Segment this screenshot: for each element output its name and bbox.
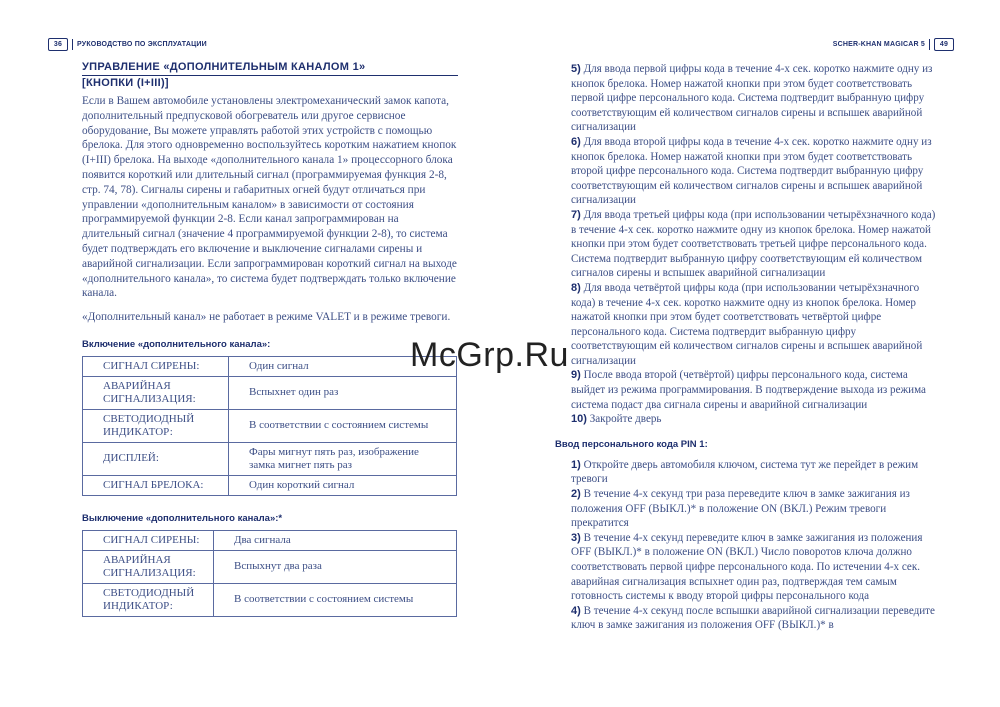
step-item: 6) Для ввода второй цифры кода в течение 4-х сек. коротко нажмите одну из кнопок брелока. Номер нажатой кнопки при этом будет соответствовать второй цифре персонального кода. Система подтвердит выбранную цифру соответствующим ей количеством сигналов сирены и вспышек аварийной сигнализации (571, 135, 932, 207)
on-table (82, 356, 457, 496)
step-item: 4) В течение 4-х секунд после вспышки аварийной сигнализации переведите ключ в замке зажигания из положения OFF (ВЫКЛ.)* в (571, 604, 935, 632)
step-item: 9) После ввода второй (четвёртой) цифры персонального кода, система выйдет из режима программирования. В подтверждение выхода из режима система подаст два сигнала сирены и аварийной сигнализации (571, 369, 926, 411)
table-value: В соответствии с состоянием системы (214, 583, 457, 616)
step-item: 5) Для ввода первой цифры кода в течение 4-х сек. коротко нажмите одну из кнопок брелока. Номер нажатой кнопки при этом будет соответствовать первой цифре персонального кода. Система подтвердит выбранную цифру соответствующим ей количеством сигналов сирены и вспышек аварийной сигнализации (571, 63, 933, 134)
table-key: АВАРИЙНАЯ СИГНАЛИЗАЦИЯ: (83, 550, 214, 583)
step-item: 8) Для ввода четвёртой цифры кода (при использовании четырёхзначного кода) в течение 4-х сек. коротко нажмите одну из кнопок брелока. Номер нажатой кнопки при этом будет соответствовать четвёртой цифре персонального кода. Система подтвердит выбранную цифру соответствующим ей количеством сигналов сирены и вспышек аварийной сигнализации (571, 281, 923, 367)
table-value: Вспыхнет один раз (229, 376, 457, 409)
note-paragraph: «Дополнительный канал» не работает в режиме VALET и в режиме тревоги. (82, 311, 451, 324)
table-key: СВЕТОДИОДНЫЙ ИНДИКАТОР: (83, 583, 214, 616)
table-row (83, 376, 457, 409)
table-row (83, 530, 457, 550)
left-page (82, 60, 458, 617)
right-page-header (833, 38, 954, 52)
section-title-line2: [КНОПКИ (I+III)] (82, 77, 169, 89)
step-item: 10) Закройте дверь (571, 413, 662, 426)
section-title-line1: УПРАВЛЕНИЕ «ДОПОЛНИТЕЛЬНЫМ КАНАЛОМ 1» (82, 60, 458, 76)
left-page-number: 36 (48, 38, 68, 51)
step-item: 1) Откройте дверь автомобиля ключом, система тут же перейдет в режим тревоги (571, 458, 919, 486)
section-title (82, 60, 458, 90)
step-item: 2) В течение 4-х секунд три раза переведите ключ в замке зажигания из положения OFF (ВЫКЛ.)* в положение ON (ВКЛ.) Режим тревоги прекратится (571, 488, 910, 530)
step-item: 3) В течение 4-х секунд переведите ключ в замке зажигания из положения OFF (ВЫКЛ.)* в положение ON (ВКЛ.) Число поворотов ключа должно соответствовать первой цифре персонального кода. По истечении 4-х сек. аварийная сигнализация вспыхнет один раз, подтверждая тем самым готовность системы к вводу второй цифры персонального кода (571, 531, 923, 603)
right-page-number: 49 (934, 38, 954, 51)
table-key: СИГНАЛ БРЕЛОКА: (83, 475, 229, 495)
table-row (83, 442, 457, 475)
step-item: 7) Для ввода третьей цифры кода (при использовании четырёхзначного кода) в течение 4-х сек. коротко нажмите одну из кнопок брелока. Номер нажатой кнопки при этом будет соответствовать третьей цифре персонального кода. Система подтвердит выбранную цифру соответствующим ей количеством сигналов сирены и вспышек аварийной сигнализации (571, 208, 936, 280)
table-key: СИГНАЛ СИРЕНЫ: (83, 356, 229, 376)
table-value: Два сигнала (214, 530, 457, 550)
table-value: Один короткий сигнал (229, 475, 457, 495)
table-row (83, 409, 457, 442)
on-heading: Включение «дополнительного канала»: (82, 338, 271, 350)
table-value: В соответствии с состоянием системы (229, 409, 457, 442)
table-row (83, 475, 457, 495)
left-page-header (48, 38, 207, 52)
right-header-title: SCHER-KHAN MAGICAR 5 (832, 41, 925, 48)
table-value: Один сигнал (229, 356, 457, 376)
off-table (82, 530, 457, 617)
table-value: Вспыхнут два раза (214, 550, 457, 583)
table-row (83, 550, 457, 583)
intro-paragraph: Если в Вашем автомобиле установлены электромеханический замок капота, дополнительный предпусковой обогреватель или другое сервисное оборудование, Вы можете управлять работой этих устройств с помощью брелока. Для этого одновременно воспользуйтесь коротким нажатием кнопок (I+III) брелока. На выходе «дополнительного канала 1» процессорного блока появится короткий или длительный сигнал (программируемая функция 2-8, стр. 74, 78). Сигналы сирены и габаритных огней будут отличаться при управлении «дополнительным каналом» в зависимости от состояния программируемой функции 2-8. Если канал запрограммирован на длительный сигнал (значение 4 программируемой функции 2-8), то система будет подтверждать его включение и выключение сигналами сирены и аварийной сигнализации. Если запрограммирован короткий сигнал на выходе «дополнительного канала», то система будет подтверждать только включение канала. (82, 95, 457, 300)
table-value: Фары мигнут пять раз, изображение замка мигнет пять раз (229, 442, 457, 475)
table-key: ДИСПЛЕЙ: (83, 442, 229, 475)
watermark: McGrp.Ru (410, 336, 569, 374)
right-page (555, 62, 936, 633)
table-key: СИГНАЛ СИРЕНЫ: (83, 530, 214, 550)
pin-heading: Ввод персонального кода PIN 1: (555, 438, 708, 450)
table-key: АВАРИЙНАЯ СИГНАЛИЗАЦИЯ: (83, 376, 229, 409)
table-row (83, 356, 457, 376)
off-heading: Выключение «дополнительного канала»:* (82, 512, 283, 524)
left-header-title: РУКОВОДСТВО ПО ЭКСПЛУАТАЦИИ (77, 41, 207, 48)
table-row (83, 583, 457, 616)
table-key: СВЕТОДИОДНЫЙ ИНДИКАТОР: (83, 409, 229, 442)
